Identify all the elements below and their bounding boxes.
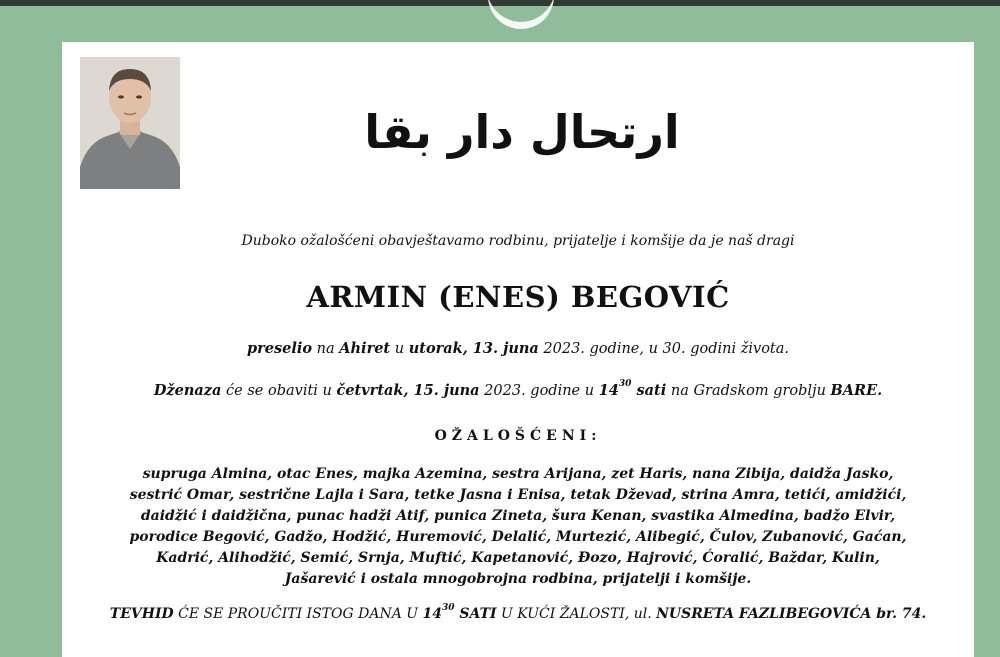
tevhid-notice-line	[62, 603, 974, 622]
death-notice-line	[62, 340, 974, 357]
svg-text:ارتحال دار بقا: ارتحال دار بقا	[364, 105, 680, 159]
funeral-sati: sati	[631, 382, 667, 399]
funeral-word: Dženaza	[153, 382, 222, 399]
funeral-minutes: 30	[618, 379, 632, 389]
mourners-line: Jašarević i ostala mnogobrojna rodbina, prijatelji i komšije.	[284, 571, 752, 587]
died-text-3: Ahiret	[339, 340, 391, 357]
mourners-line: daidžić i daidžična, punac hadži Atif, punica Zineta, šura Kenan, svastika Almedina, badžo Elvir,	[140, 508, 896, 524]
died-word: preselio	[246, 340, 313, 357]
funeral-text-4: 2023. godine u	[479, 383, 599, 399]
portrait-illustration	[80, 57, 180, 189]
mourners-line: porodice Begović, Gadžo, Hodžić, Huremović, Delalić, Murtezić, Alibegić, Čulov, Zubanović, Gaćan,	[129, 529, 907, 545]
died-text-2: na	[312, 341, 340, 357]
died-text-4: u	[390, 341, 409, 357]
tevhid-word: TEVHID	[109, 606, 174, 622]
tevhid-sati: SATI	[454, 606, 497, 622]
mourners-line: supruga Almina, otac Enes, majka Azemina, sestra Arijana, zet Haris, nana Zibija, daidža Jasko,	[142, 466, 894, 482]
tevhid-address: NUSRETA FAZLIBEGOVIĆA br. 74.	[656, 606, 927, 622]
funeral-notice-line	[62, 379, 974, 399]
mourners-heading: OŽALOŠĆENI:	[434, 428, 602, 444]
funeral-hour: 14	[598, 382, 619, 399]
mourners-list	[62, 464, 974, 590]
died-date: utorak, 13. juna	[408, 340, 539, 357]
crescent-moon-icon	[482, 0, 560, 30]
tevhid-hour: 14	[422, 606, 442, 622]
mourners-line: sestrić Omar, sestrične Lajla i Sara, tetke Jasna i Enisa, tetak Dževad, strina Amra, tetići, amidžići,	[129, 487, 907, 503]
deceased-name: ARMIN (ENES) BEGOVIĆ	[306, 280, 730, 314]
died-text-6: 2023. godine, u 30. godini života.	[538, 341, 790, 357]
arabic-calligraphy	[364, 70, 680, 180]
tevhid-text-6: U KUĆI ŽALOSTI, ul.	[496, 606, 657, 622]
funeral-date: četvrtak, 15. juna	[336, 382, 480, 399]
portrait-photo	[80, 57, 180, 189]
funeral-text-8: na Gradskom groblju	[666, 383, 831, 399]
funeral-cemetery: BARE.	[830, 382, 883, 399]
mourners-line: Kadrić, Alihodžić, Semić, Srnja, Muftić, Kapetanović, Đozo, Hajrović, Ćoralić, Baždar, Kulin,	[156, 550, 880, 566]
tevhid-text-2: ĆE SE PROUČITI ISTOG DANA U	[173, 606, 423, 622]
funeral-text-2: će se obaviti u	[221, 383, 337, 399]
intro-text: Duboko ožalošćeni obavještavamo rodbinu, prijatelje i komšije da je naš dragi	[241, 233, 795, 249]
tevhid-minutes: 30	[442, 603, 455, 613]
